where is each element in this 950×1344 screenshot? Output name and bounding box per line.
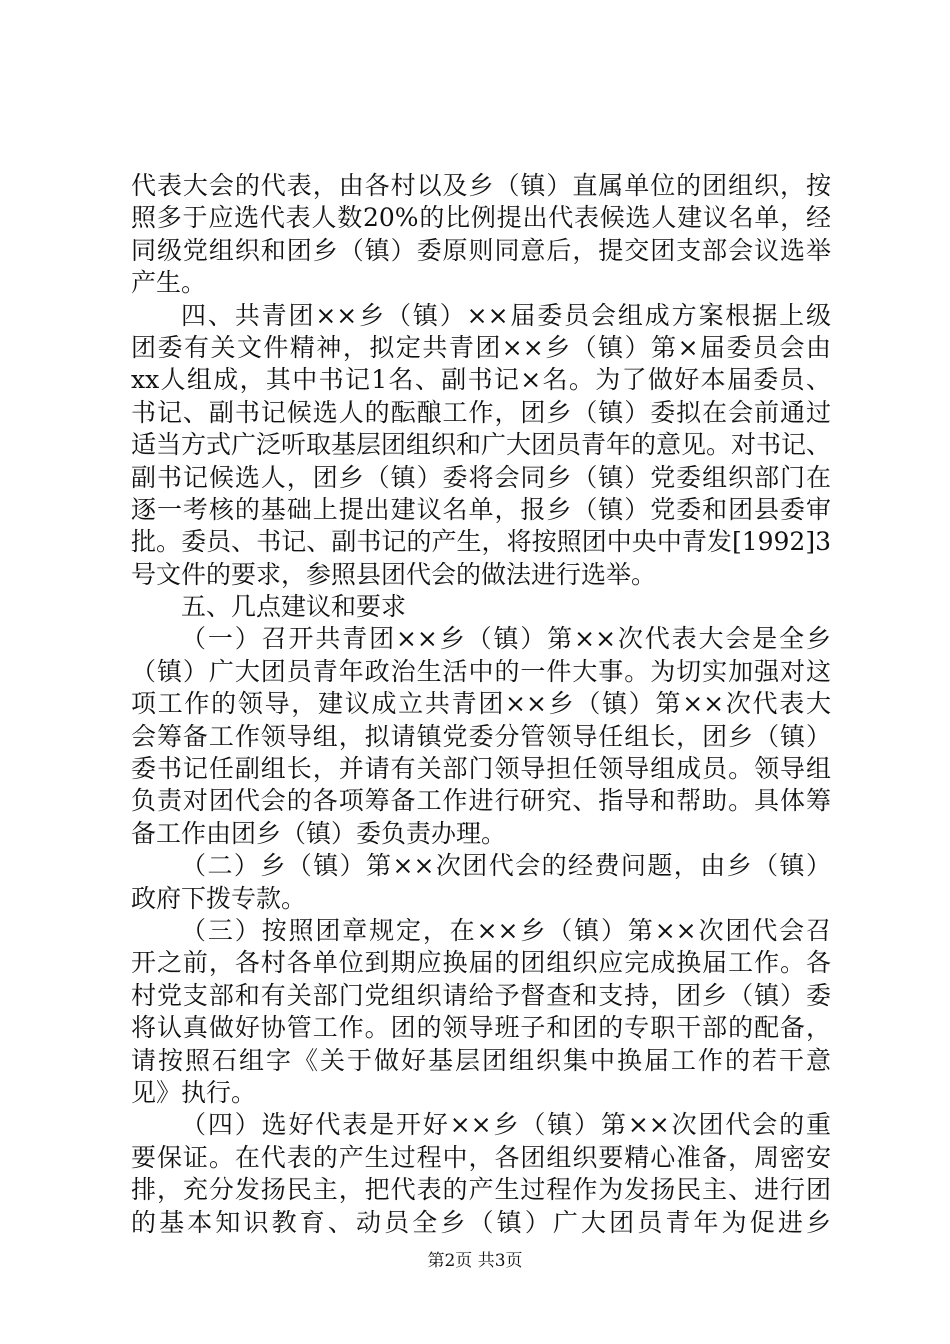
text-line: 委书记任副组长，并请有关部门领导担任领导组成员。领导组	[131, 754, 831, 784]
text-line: 将认真做好协管工作。团的领导班子和团的专职干部的配备，	[131, 1013, 831, 1043]
text-line: xx人组成，其中书记1名、副书记×名。为了做好本届委员、	[131, 365, 831, 395]
text-line: 同级党组织和团乡（镇）委原则同意后，提交团支部会议选举	[131, 235, 831, 265]
text-line: （镇）广大团员青年政治生活中的一件大事。为切实加强对这	[131, 656, 831, 686]
text-line: 副书记候选人，团乡（镇）委将会同乡（镇）党委组织部门在	[131, 462, 831, 492]
text-line: 项工作的领导，建议成立共青团××乡（镇）第××次代表大	[131, 689, 831, 719]
text-line: 逐一考核的基础上提出建议名单，报乡（镇）党委和团县委审	[131, 494, 831, 524]
text-line: 的基本知识教育、动员全乡（镇）广大团员青年为促进乡	[131, 1207, 831, 1237]
text-line: 产生。	[131, 268, 207, 298]
text-line: 政府下拨专款。	[131, 883, 307, 913]
text-line: 照多于应选代表人数20%的比例提出代表候选人建议名单，经	[131, 203, 831, 233]
section-heading-4: 四、共青团××乡（镇）××届委员会组成方案根据上级	[181, 300, 831, 330]
text-line: 负责对团代会的各项筹备工作进行研究、指导和帮助。具体筹	[131, 786, 831, 816]
text-line: 开之前，各村各单位到期应换届的团组织应完成换届工作。各	[131, 948, 831, 978]
text-line: 见》执行。	[131, 1077, 257, 1107]
page-number-footer: 第2页 共3页	[427, 1251, 523, 1271]
text-line: 请按照石组字《关于做好基层团组织集中换届工作的若干意	[131, 1045, 831, 1075]
subsection-2: （二）乡（镇）第××次团代会的经费问题，由乡（镇）	[181, 851, 831, 881]
text-line: 要保证。在代表的产生过程中，各团组织要精心准备，周密安	[131, 1142, 831, 1172]
document-body	[131, 170, 831, 1239]
text-line: 代表大会的代表，由各村以及乡（镇）直属单位的团组织，按	[131, 171, 831, 200]
subsection-1: （一）召开共青团××乡（镇）第××次代表大会是全乡	[181, 624, 831, 654]
text-line: 备工作由团乡（镇）委负责办理。	[131, 818, 507, 848]
text-line: 批。委员、书记、副书记的产生，将按照团中央中青发[1992]3	[131, 527, 831, 557]
text-line: 团委有关文件精神，拟定共青团××乡（镇）第×届委员会由	[131, 332, 831, 362]
text-line: 村党支部和有关部门党组织请给予督查和支持，团乡（镇）委	[131, 980, 831, 1010]
subsection-4: （四）选好代表是开好××乡（镇）第××次团代会的重	[181, 1110, 831, 1140]
text-line: 号文件的要求，参照县团代会的做法进行选举。	[131, 559, 657, 589]
text-line: 书记、副书记候选人的酝酿工作，团乡（镇）委拟在会前通过	[131, 397, 831, 427]
text-line: 排，充分发扬民主，把代表的产生过程作为发扬民主、进行团	[131, 1175, 831, 1205]
section-heading-5: 五、几点建议和要求	[181, 592, 407, 622]
text-line: 适当方式广泛听取基层团组织和广大团员青年的意见。对书记、	[131, 430, 831, 460]
text-line: 会筹备工作领导组，拟请镇党委分管领导任组长，团乡（镇）	[131, 721, 831, 751]
subsection-3: （三）按照团章规定，在××乡（镇）第××次团代会召	[181, 915, 831, 945]
